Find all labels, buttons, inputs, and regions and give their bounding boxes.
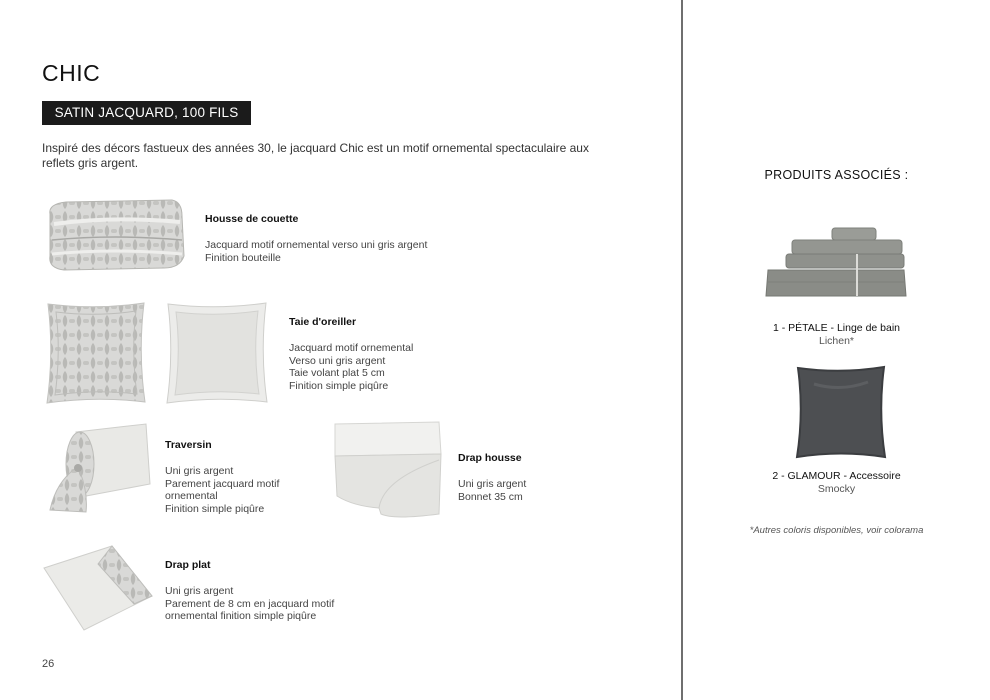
related-item-color: Smocky (817, 483, 856, 495)
collection-tag: SATIN JACQUARD, 100 FILS (42, 101, 251, 125)
product-taie (289, 316, 413, 393)
related-item-1 (683, 322, 990, 348)
fitted-sheet-image (333, 420, 443, 522)
page-number: 26 (42, 658, 55, 670)
product-line: Uni gris argent (165, 464, 234, 477)
related-item-name: 2 - GLAMOUR - Accessoire (772, 470, 901, 482)
related-heading: PRODUITS ASSOCIÉS : (764, 168, 909, 182)
product-drap-housse (458, 452, 526, 503)
intro-text: Inspiré des décors fastueux des années 30, le jacquard Chic est un motif ornemental spectaculaire aux reflets gris argent. (42, 141, 589, 170)
page-title: CHIC (42, 60, 101, 86)
product-title: Drap plat (165, 559, 211, 571)
product-line: Finition bouteille (205, 251, 281, 264)
towels-image (762, 224, 908, 302)
product-line: Finition simple piqûre (165, 503, 265, 516)
product-title: Traversin (165, 439, 212, 451)
pillowcase-jacquard-image (44, 300, 148, 406)
product-title: Housse de couette (205, 213, 299, 225)
product-drap-plat (165, 559, 334, 623)
pillowcase-plain-image (164, 300, 270, 406)
product-line: Uni gris argent (458, 477, 527, 490)
related-item-color: Lichen* (818, 335, 855, 347)
product-housse (205, 213, 427, 264)
product-line: Taie volant plat 5 cm (289, 367, 385, 380)
related-item-2 (683, 470, 990, 496)
related-item-name: 1 - PÉTALE - Linge de bain (772, 322, 901, 334)
product-line: Jacquard motif ornemental (289, 341, 414, 354)
product-line: ornemental (165, 490, 218, 503)
bolster-image (46, 422, 152, 514)
product-title: Taie d'oreiller (289, 316, 357, 328)
flat-sheet-image (42, 544, 154, 634)
product-line: Finition simple piqûre (289, 380, 389, 393)
product-line: Uni gris argent (165, 584, 234, 597)
product-line: ornemental finition simple piqûre (165, 610, 317, 623)
product-traversin (165, 439, 279, 516)
cushion-image (794, 364, 888, 460)
product-line: Verso uni gris argent (289, 354, 386, 367)
colorama-note: *Autres coloris disponibles, voir colorama (749, 525, 924, 536)
product-title: Drap housse (458, 452, 522, 464)
product-line: Bonnet 35 cm (458, 490, 523, 503)
product-line: Parement jacquard motif (165, 477, 280, 490)
product-line: Parement de 8 cm en jacquard motif (165, 597, 335, 610)
page-divider (681, 0, 683, 700)
duvet-image (44, 196, 186, 272)
product-line: Jacquard motif ornemental verso uni gris argent (205, 238, 428, 251)
